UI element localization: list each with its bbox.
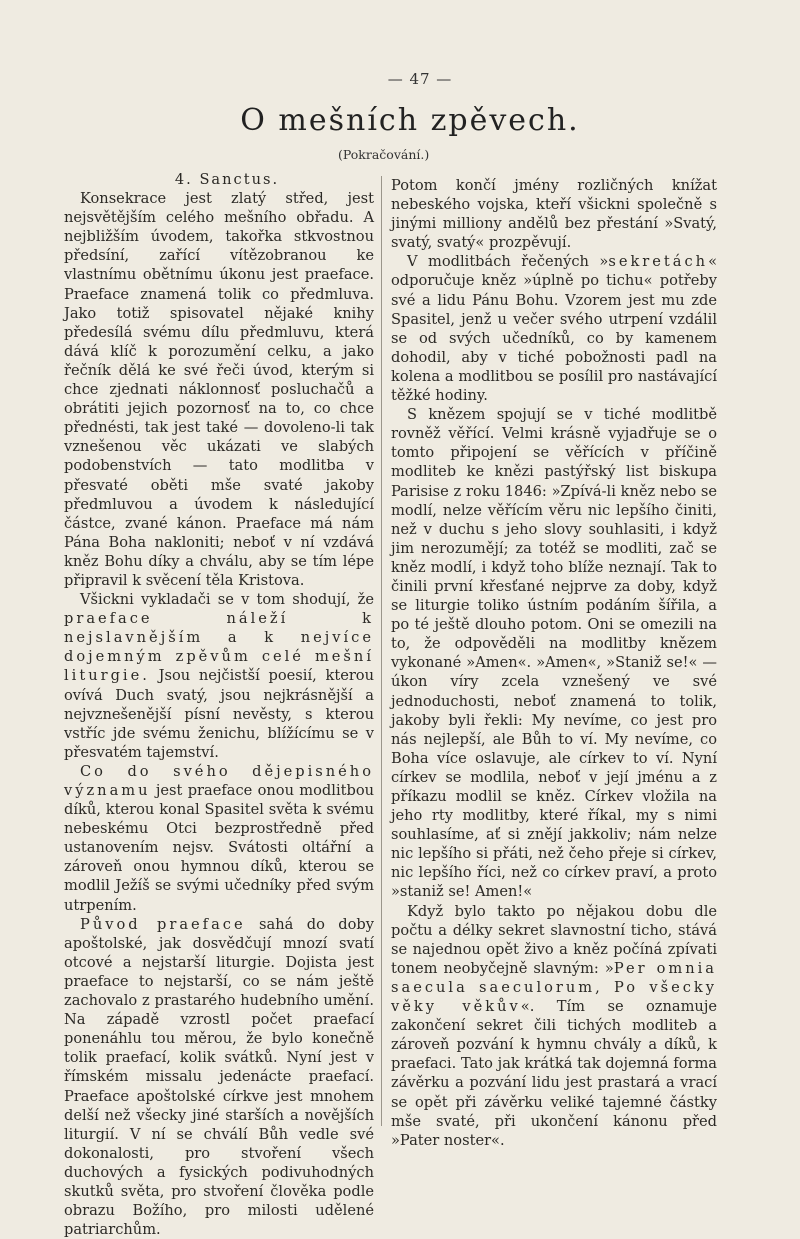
spaced-emphasis-text: praeface náleží k nejslavnějším a k nejvíce dojemným zpěvům celé mešní liturgie. (64, 610, 374, 685)
spaced-emphasis-text: Původ praeface (80, 915, 246, 933)
column-divider (381, 176, 382, 1126)
paragraph-rest-text: jest praeface onou modlitbou díků, kterou konal Spasitel světa k svému nebeskému Otci bezprostředně před ustanovením nejsv. Svátosti oltářní a zároveň onou hymnou díků, kterou se modlil Ježíš se svými učedníky před svým utrpením. (64, 782, 374, 914)
paragraph-knez-modlitba: S knězem spojují se v tiché modlitbě rovněž věřící. Velmi krásně vyjadřuje se o tomto připojení se věřících v příčině modliteb ke knězi pastýřský list biskupa Parisise z roku 1846: »Zpívá-li kněz nebo se modlí, nelze věřícím věru nic lepšího činiti, než v duchu s jeho slovy souhlasiti, i když jim nerozumějí; za totéž se modliti, zač se kněz modlí, i když toho blíže neznají. Tak to činili první křesťané nejprve za doby, když se liturgie toliko ústním podáním šířila, a po té ještě dlouho potom. Oni se omezili na to, že odpověděli na modlitby knězem vykonané »Amen«. »Amen«, »Staniž se!« — úkon víry zcela vznešený ve své jednoduchosti, neboť znamená to tolik, jakoby byli řekli: My nevíme, co jest pro nás nejlepší, ale Bůh to ví. My nevíme, co Boha více oslavuje, ale církev to ví. Nyní církev se modlila, neboť v její jménu a z příkazu modlil se kněz. Církev vložila na jeho rty modlitby, které říkal, my s nimi souhlasíme, ať si znějí jakkoliv; nám nelze nic lepšího si přáti, než čeho přeje si církev, nic lepšího říci, než co církev praví, a proto »staniž se! Amen!« (391, 406, 717, 901)
page-number: — 47 — (387, 70, 453, 88)
paragraph-continuation: Potom končí jmény rozličných knížat nebeského vojska, kteří všickni společně s jinými milliony andělů bez přestání »Svatý, svatý, svatý« prozpěvují. (391, 177, 717, 252)
paragraph-lead-text: Když bylo takto po nějakou dobu dle počtu a délky sekret slavnostní ticho, stává se najednou opět živo a kněz počíná zpívati tonem neobyčejně slavným: » (391, 902, 717, 977)
article-subtitle: (Pokračování.) (338, 147, 430, 162)
paragraph-vykladaci (64, 590, 374, 762)
spaced-emphasis-text: sekretách (608, 253, 709, 271)
paragraph-per-omnia (391, 902, 717, 1150)
paragraph-rest-text: sahá do doby apoštolské, jak dosvědčují mnozí svatí otcové a nejstarší liturgie. Dojista jest praeface to nejstarší, co se nám ještě zachovalo z prastarého hudebního umění. Na západě vzrostl počet praefací ponenáhlu tou měrou, že bylo konečně tolik praefací, kolik svátků. Nyní jest v římském missalu jedenácte praefací. Praeface apoštolské církve jest mnohem delší než všecky jiné starších a novějších liturgií. V ní se chválí Bůh vedle své dokonalosti, pro stvoření všech duchových a fysických podivuhodných skutků světa, pro stvoření člověka podle obrazu Božího, pro milosti udělené patriarchům. (64, 915, 374, 1239)
paragraph-puvod (64, 915, 374, 1239)
paragraph-lead-text: Všickni vykladači se v tom shodují, že (80, 591, 374, 609)
section-heading: 4. Sanctus. (174, 171, 280, 188)
left-column (64, 170, 374, 1239)
paragraph-rest-text: « odporučuje kněz »úplně po tichu« potřeby své a lidu Pánu Bohu. Vzorem jest mu zde Spasitel, jenž u večer svého utrpení vzdálil se od svých učedníků, co by kamenem dohodil, aby v tiché pobožnosti padl na kolena a modlitbou se posílil pro nastávající těžké hodiny. (391, 253, 717, 405)
paragraph-sekrety (391, 252, 717, 405)
paragraph-rest-text: Jsou nejčistší poesií, kterou ovívá Duch svatý, jsou nejkrásnější a nejvznešenější písní nevěsty, s kterou vstříc jde svému ženichu, blížícímu se v přesvatém tajemství. (64, 667, 374, 761)
article-title: O mešních zpěvech. (240, 103, 580, 138)
paragraph-lead-text: V modlitbách řečených » (407, 253, 609, 271)
paragraph-dejepis (64, 762, 374, 915)
paragraph-konsekrace: Konsekrace jest zlatý střed, jest nejsvětějším celého mešního obřadu. A nejbližším úvodem, takořka stkvostnou předsíní, zařící vítězobranou ke vlastnímu obětnímu úkonu jest praeface. Praeface znamená tolik co předmluva. Jako totiž spisovatel nějaké knihy předesílá svému dílu předmluvu, která dává klíč k porozumění celku, a jako řečník dělá ke své řeči úvod, kterým si chce zjednati náklonnosť posluchačů a obrátiti jejich pozornosť na to, co chce přednésti, tak jest také — dovoleno-li tak vznešenou věc ukázati ve slabých podobenstvích — tato modlitba v přesvaté oběti mše svaté jakoby předmluvou a úvodem k následující částce, zvané kánon. Praeface má nám Pána Boha nakloniti; neboť v ní vzdává kněz Bohu díky a chválu, aby se tím lépe připravil k svěcení těla Kristova. (64, 190, 374, 589)
paragraph-rest-text: «. Tím se oznamuje zakončení sekret čili tichých modliteb a zároveň pozvání k hymnu chvály a díků, k praefaci. Tato jak krátká tak dojemná forma závěrku a pozvání lidu jest prastará a vrací se opět při závěrku veliké tajemné částky mše svaté, při ukončení kánonu před »Pater noster«. (391, 998, 717, 1149)
spaced-emphasis-text: Per omnia saecula saeculorum, Po všecky věky věkův (391, 959, 718, 1016)
spaced-emphasis-text: Co do svého dějepisného významu (64, 762, 374, 799)
right-column (391, 176, 717, 1150)
